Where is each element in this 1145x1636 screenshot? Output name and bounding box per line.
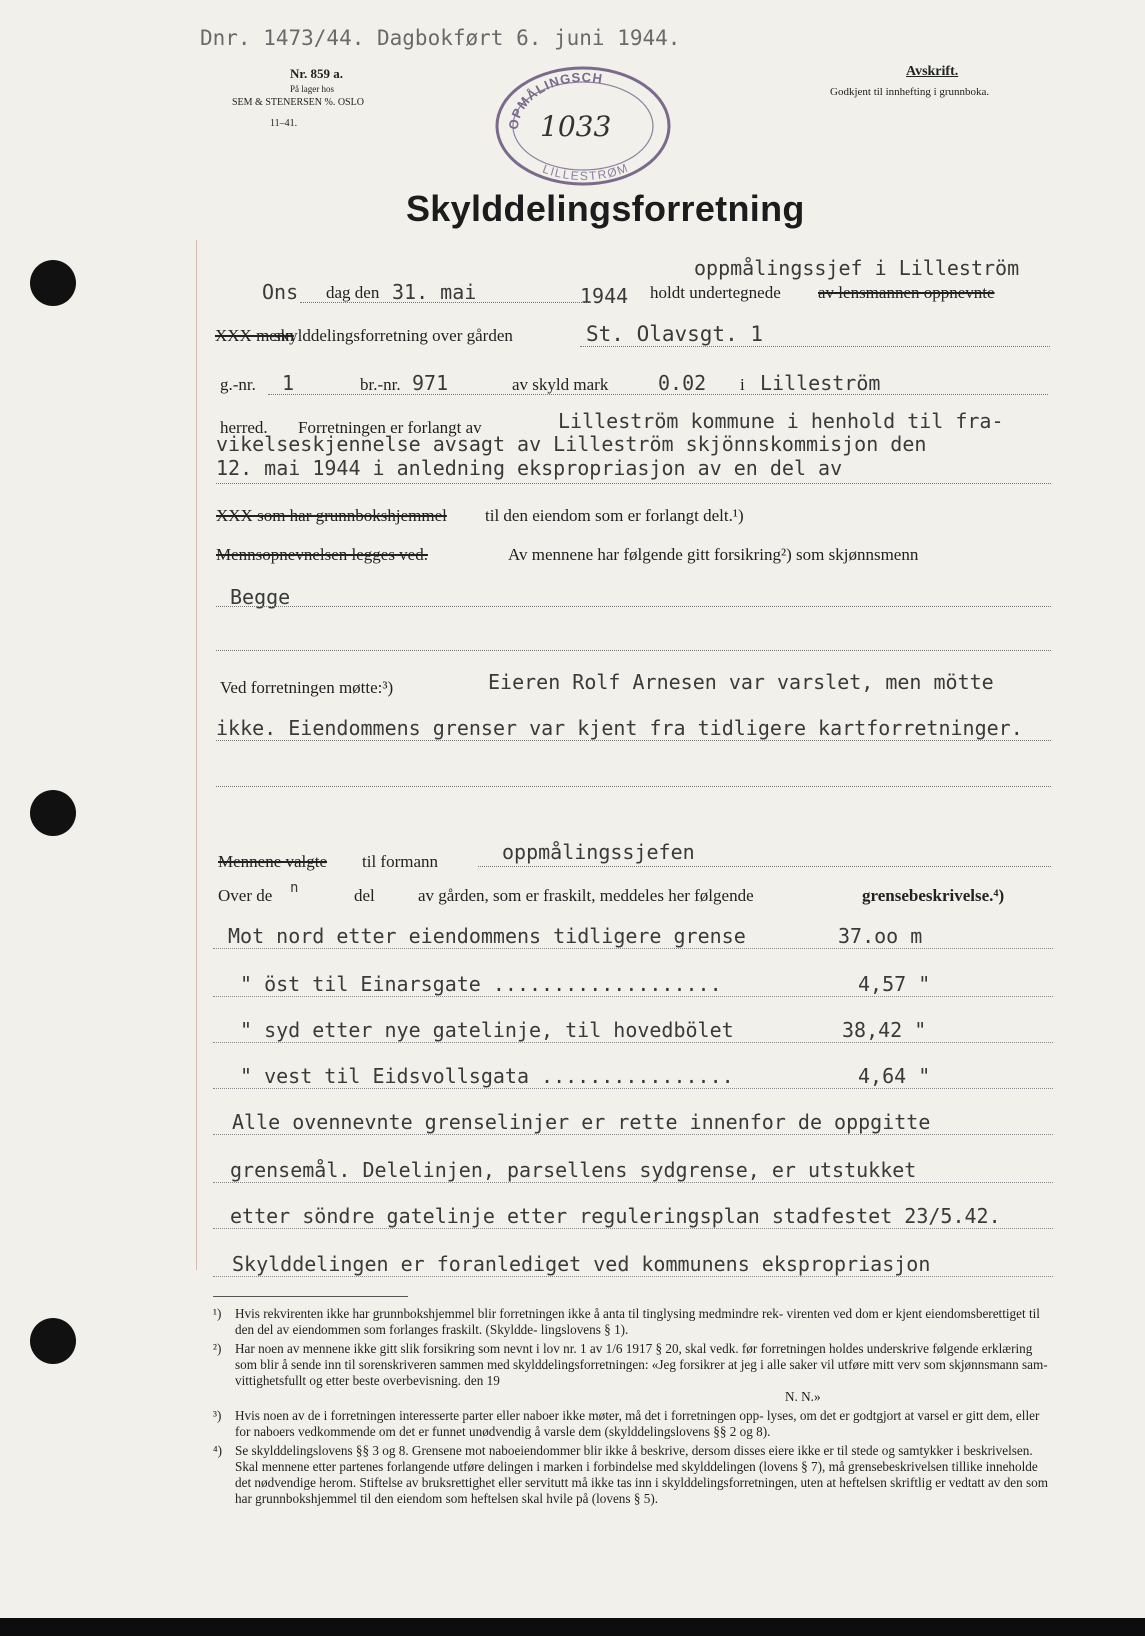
footnote-text: Hvis noen av de i forretningen interesserte parter eller naboer ikke møter, må det i forretningen opp- lyses, om det er godtgjort at varsel er gitt dem, eller for naboers vedkommende om det er funnet unødvendig å varsle dem (skylddelingslovens §§ 2 og 8). xyxy=(235,1408,1040,1439)
footnote xyxy=(213,1408,1053,1440)
requested-label: Forretningen er forlangt av xyxy=(298,418,482,437)
boundary-value: 37.oo m xyxy=(838,924,923,948)
attended-rule xyxy=(216,740,1051,741)
footnote xyxy=(213,1341,1053,1389)
stamp-number: 1033 xyxy=(540,110,612,143)
punch-hole-middle xyxy=(30,790,76,836)
hjemmel-struck: XXX som har grunnbokshjemmel xyxy=(216,506,447,525)
remark-rule xyxy=(213,1276,1053,1277)
chair-label: til formann xyxy=(362,852,439,871)
boundary-text: " öst til Einarsgate ................... xyxy=(240,972,722,996)
boundary-value: 38,42 " xyxy=(842,1018,927,1042)
meeting-date: 31. mai xyxy=(392,280,477,304)
footnote xyxy=(213,1389,1053,1405)
requested-by-3: 12. mai 1944 i anledning ekspropriasjon av en del av xyxy=(216,456,843,480)
bnr-value: 971 xyxy=(412,371,449,395)
menn-text: Av mennene har følgende gitt forsikring²) som skjønnsmenn xyxy=(508,545,919,564)
margin-rule xyxy=(196,240,197,1270)
footnote-number: ¹) xyxy=(213,1306,222,1321)
remark-line: etter söndre gatelinje etter reguleringsplan stadfestet 23/5.42. xyxy=(230,1204,1001,1228)
footnote xyxy=(213,1443,1053,1507)
document-title: Skylddelingsforretning xyxy=(406,188,805,229)
footnote-number: ²) xyxy=(213,1341,222,1356)
boundary-text: Mot nord etter eiendommens tidligere grense xyxy=(228,924,746,948)
chair-struck: Mennene valgte xyxy=(218,852,328,871)
boundary-label: grensebeskrivelse.⁴) xyxy=(862,886,1005,905)
line-2-label: skylddelingsforretning over gården xyxy=(274,326,513,345)
requested-by-1: Lilleström kommune i henhold til fra- xyxy=(558,409,1004,433)
hjemmel-text: til den eiendom som er forlangt delt.¹) xyxy=(485,506,744,525)
boundary-value: 4,57 " xyxy=(858,972,931,996)
footnote-text: Se skylddelingslovens §§ 3 og 8. Grensene mot naboeiendommer blir ikke å beskrive, dersom disses eiere ikke er til stede og samtykker i beskrivelsen. Skal mennene etter partenes forlangende utføre delingen i marken i forbindelse med skylddelingen (lovens § 7), må grensebeskrivelsen tillike inneholde det nødvendige herom. Stiftelse av bruksrettighet eller servitutt må ikke tas inn i skylddelingsforretningen, uten at heftelsen skriftlig er vedtatt av den som har grunnbokshjemmel til den eiendom som heftelsen skal hvile på (lovens § 5). xyxy=(235,1443,1049,1506)
municipality: Lilleström xyxy=(760,371,881,395)
publisher-line-3: 11–41. xyxy=(270,118,298,129)
gnr-label: g.-nr. xyxy=(220,375,256,394)
over-rest: av gården, som er fraskilt, meddeles her følgende xyxy=(418,886,754,905)
footnote-number: ³) xyxy=(213,1408,222,1423)
attended-2: ikke. Eiendommens grenser var kjent fra tidligere kartforretninger. xyxy=(216,716,1023,740)
line-2-struck: XXX menn xyxy=(215,326,294,345)
both-appraisers: Begge xyxy=(230,585,291,609)
bnr-label: br.-nr. xyxy=(360,375,401,394)
boundary-text: " vest til Eidsvollsgata ................ xyxy=(240,1064,734,1088)
boundary-rule xyxy=(213,948,1053,949)
menn-struck: Mennsopnevnelsen legges ved. xyxy=(216,545,428,564)
footnote-signature: N. N.» xyxy=(785,1389,821,1404)
stamp-bottom-text: LILLESTRØM xyxy=(540,160,631,184)
punch-hole-top xyxy=(30,260,76,306)
footnote xyxy=(213,1306,1053,1338)
form-number: Nr. 859 a. xyxy=(290,66,343,81)
remark-line: grensemål. Delelinjen, parsellens sydgrense, er utstukket xyxy=(230,1158,917,1182)
remark-rule xyxy=(213,1134,1053,1135)
blank-rule-1 xyxy=(216,650,1051,651)
attended-1: Eieren Rolf Arnesen var varslet, men mötte xyxy=(488,670,994,694)
footnote-rule xyxy=(213,1296,408,1297)
punch-hole-bottom xyxy=(30,1318,76,1364)
remark-line: Alle ovennevnte grenselinjer er rette innenfor de oppgitte xyxy=(232,1110,931,1134)
begge-rule xyxy=(216,606,1051,607)
boundary-rule xyxy=(213,1088,1053,1089)
chair-rule xyxy=(478,866,1051,867)
boundary-value: 4,64 " xyxy=(858,1064,931,1088)
stamp-top-text: OPMÅLINGSCH xyxy=(505,69,604,131)
footnote-number xyxy=(213,1389,235,1405)
journal-line: Dnr. 1473/44. Dagbokført 6. juni 1944. xyxy=(200,26,681,50)
skyld-label: av skyld mark xyxy=(512,375,609,394)
over-label: Over de xyxy=(218,886,273,905)
dag-den-label: dag den xyxy=(326,283,380,302)
remark-line: Skylddelingen er foranlediget ved kommunens ekspropriasjon xyxy=(232,1252,931,1276)
copy-note: Godkjent til innhefting i grunnboka. xyxy=(830,86,990,98)
blank-rule-2 xyxy=(216,786,1051,787)
herred-label: herred. xyxy=(220,418,268,437)
requested-by-2: vikelseskjennelse avsagt av Lilleström skjönnskommisjon den xyxy=(216,432,927,456)
weekday: Ons xyxy=(262,280,299,304)
publisher-line-2: SEM & STENERSEN %. OSLO xyxy=(232,97,364,108)
del-label: del xyxy=(354,886,375,905)
gnr-value: 1 xyxy=(282,371,295,395)
copy-label: Avskrift. xyxy=(906,64,959,79)
holdt-struck: av lensmannen oppnevnte xyxy=(818,283,995,302)
footnote-text: Hvis rekvirenten ikke har grunnbokshjemmel blir forretningen ikke å anta til tinglysing medmindre rek- virenten ved dom er kjent eiendomsberettiget til den del av eiendommen som forlanges fraskilt. (Skyldde- lingslovens § 1). xyxy=(235,1306,1040,1337)
skyld-value: 0.02 xyxy=(658,371,707,395)
holdt-label: holdt undertegnede xyxy=(650,283,781,302)
farm-name: St. Olavsgt. 1 xyxy=(586,322,764,346)
boundary-rule xyxy=(213,1042,1053,1043)
officer-title: oppmålingssjef i Lilleström xyxy=(694,256,1020,280)
line-3-rule xyxy=(268,394,1048,395)
meeting-year: 1944 xyxy=(580,284,629,308)
boundary-text: " syd etter nye gatelinje, til hovedbölet xyxy=(240,1018,734,1042)
boundary-rule xyxy=(213,996,1053,997)
remark-rule xyxy=(213,1228,1053,1229)
footnote-number: ⁴) xyxy=(213,1443,222,1458)
over-handwritten: n xyxy=(290,880,299,896)
attended-label: Ved forretningen møtte:³) xyxy=(220,678,394,697)
i-label: i xyxy=(740,375,745,394)
line-4-rule xyxy=(216,483,1051,484)
scan-edge xyxy=(0,1618,1145,1636)
chair-value: oppmålingssjefen xyxy=(502,840,695,864)
footnote-text: Har noen av mennene ikke gitt slik forsikring som nevnt i lov nr. 1 av 1/6 1917 § 20, skal vedk. før forretningen holdes underskrive følgende erklæring som blir å sende inn til sorenskriveren sammen med skylddelingsforretningen: «Jeg forsikrer at jeg i alle saker vil utføre mitt verv som skjønnsmann sam- vittighetsfullt og etter beste overbevisning. den 19 xyxy=(235,1341,1048,1388)
footnotes xyxy=(213,1306,1053,1507)
publisher-line-1: På lager hos xyxy=(290,84,334,94)
line-1-rule xyxy=(300,302,590,303)
surveyor-stamp xyxy=(490,60,676,190)
remark-rule xyxy=(213,1182,1053,1183)
line-2-rule xyxy=(580,346,1050,347)
